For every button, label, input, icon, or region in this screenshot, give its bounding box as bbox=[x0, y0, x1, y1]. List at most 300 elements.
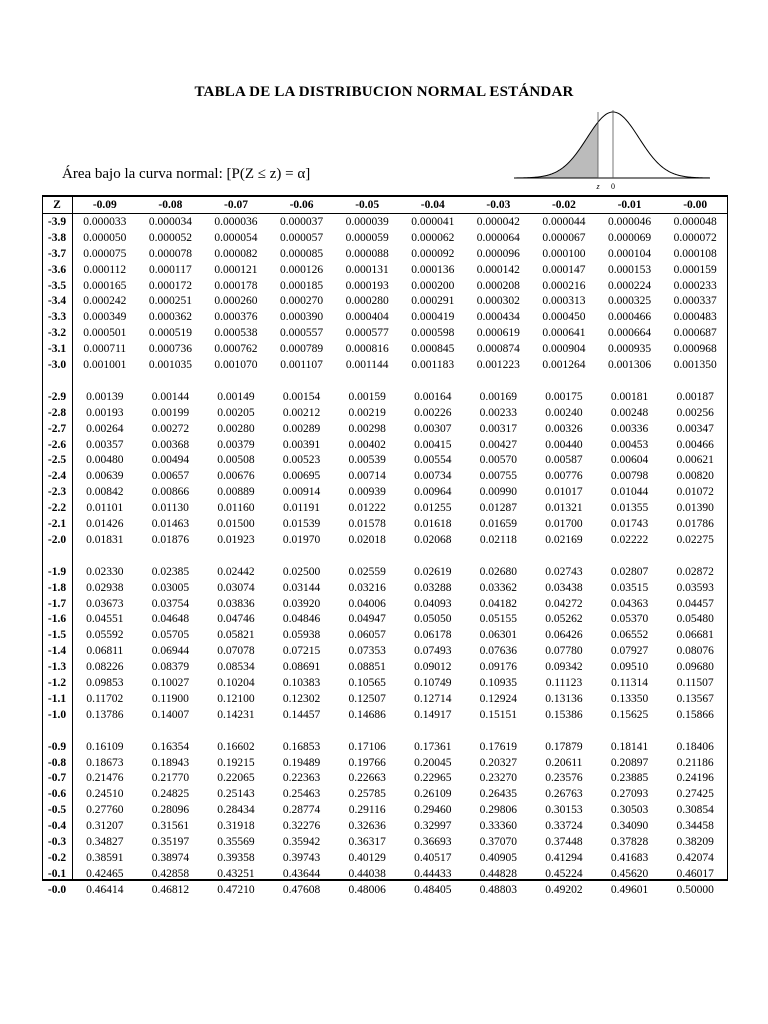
table-row bbox=[42, 755, 728, 771]
probability-cell: 0.44038 bbox=[348, 867, 386, 880]
probability-cell: 0.000233 bbox=[673, 279, 717, 292]
probability-cell: 0.00657 bbox=[151, 470, 190, 483]
probability-cell: 0.00212 bbox=[282, 406, 321, 419]
probability-cell: 0.00248 bbox=[610, 406, 649, 419]
probability-cell: 0.19489 bbox=[282, 756, 321, 769]
probability-cell: 0.00466 bbox=[676, 438, 714, 451]
probability-cell: 0.000736 bbox=[148, 343, 192, 356]
probability-cell: 0.01876 bbox=[151, 533, 190, 546]
probability-cell: 0.01287 bbox=[479, 502, 518, 515]
probability-cell: 0.11507 bbox=[676, 676, 714, 689]
probability-cell: 0.11123 bbox=[545, 676, 583, 689]
table-row bbox=[42, 643, 728, 659]
probability-cell: 0.00714 bbox=[348, 470, 386, 483]
table-row bbox=[42, 468, 728, 484]
probability-cell: 0.000557 bbox=[280, 327, 324, 340]
probability-cell: 0.000337 bbox=[673, 295, 717, 308]
probability-cell: 0.02222 bbox=[610, 533, 649, 546]
probability-cell: 0.000216 bbox=[542, 279, 586, 292]
probability-cell: 0.19766 bbox=[348, 756, 386, 769]
probability-cell: 0.13350 bbox=[610, 692, 649, 705]
probability-cell: 0.31918 bbox=[217, 820, 255, 833]
zero-axis-label: 0 bbox=[611, 182, 615, 191]
probability-cell: 0.00604 bbox=[610, 454, 649, 467]
probability-cell: 0.04648 bbox=[151, 613, 190, 626]
probability-cell: 0.000935 bbox=[607, 343, 652, 356]
table-row bbox=[42, 389, 728, 405]
probability-cell: 0.23576 bbox=[545, 772, 583, 785]
z-value-cell: -1.1 bbox=[47, 692, 67, 705]
probability-cell: 0.29460 bbox=[414, 804, 452, 817]
probability-cell: 0.000036 bbox=[214, 215, 258, 228]
probability-cell: 0.000224 bbox=[607, 279, 652, 292]
probability-cell: 0.05821 bbox=[217, 629, 255, 642]
z-value-cell: -3.8 bbox=[47, 231, 67, 244]
probability-cell: 0.000121 bbox=[214, 263, 258, 276]
probability-cell: 0.02680 bbox=[479, 565, 518, 578]
probability-cell: 0.01044 bbox=[610, 486, 649, 499]
probability-cell: 0.00440 bbox=[545, 438, 583, 451]
probability-cell: 0.00219 bbox=[348, 406, 386, 419]
probability-cell: 0.00347 bbox=[676, 422, 714, 435]
probability-cell: 0.000108 bbox=[673, 247, 717, 260]
probability-cell: 0.000816 bbox=[345, 343, 389, 356]
probability-cell: 0.01923 bbox=[217, 533, 255, 546]
probability-cell: 0.00939 bbox=[348, 486, 386, 499]
probability-cell: 0.00621 bbox=[676, 454, 714, 467]
probability-cell: 0.26763 bbox=[545, 788, 583, 801]
probability-cell: 0.02807 bbox=[610, 565, 649, 578]
probability-cell: 0.06426 bbox=[545, 629, 583, 642]
probability-cell: 0.000092 bbox=[411, 247, 455, 260]
probability-cell: 0.40905 bbox=[479, 851, 518, 864]
probability-cell: 0.22363 bbox=[282, 772, 321, 785]
probability-cell: 0.16602 bbox=[217, 740, 255, 753]
table-row bbox=[42, 564, 728, 580]
probability-cell: 0.00187 bbox=[676, 390, 714, 403]
probability-cell: 0.000052 bbox=[148, 231, 192, 244]
probability-cell: 0.17361 bbox=[414, 740, 452, 753]
probability-cell: 0.000054 bbox=[214, 231, 258, 244]
probability-cell: 0.07493 bbox=[414, 645, 452, 658]
probability-cell: 0.23270 bbox=[479, 772, 518, 785]
probability-cell: 0.28434 bbox=[217, 804, 255, 817]
probability-cell: 0.09853 bbox=[86, 676, 124, 689]
probability-cell: 0.00570 bbox=[479, 454, 518, 467]
probability-cell: 0.09510 bbox=[610, 661, 649, 674]
header-col: -0.05 bbox=[334, 196, 400, 214]
probability-cell: 0.02068 bbox=[414, 533, 452, 546]
probability-cell: 0.05370 bbox=[610, 613, 649, 626]
subtitle-formula: [P(Z ≤ z) = α] bbox=[226, 166, 311, 182]
probability-cell: 0.000687 bbox=[673, 327, 717, 340]
probability-cell: 0.05705 bbox=[151, 629, 190, 642]
probability-cell: 0.08226 bbox=[86, 661, 124, 674]
probability-cell: 0.25143 bbox=[217, 788, 255, 801]
probability-cell: 0.03005 bbox=[151, 581, 190, 594]
probability-cell: 0.00154 bbox=[282, 390, 321, 403]
probability-cell: 0.11900 bbox=[151, 692, 189, 705]
subtitle-label: Área bajo la curva normal: bbox=[62, 166, 223, 182]
probability-cell: 0.00866 bbox=[151, 486, 190, 499]
table-row bbox=[42, 341, 728, 357]
probability-cell: 0.02275 bbox=[676, 533, 714, 546]
probability-cell: 0.46414 bbox=[86, 883, 124, 896]
probability-cell: 0.01463 bbox=[151, 517, 190, 530]
table-row bbox=[42, 786, 728, 802]
table-row bbox=[42, 516, 728, 532]
probability-cell: 0.04093 bbox=[414, 597, 452, 610]
probability-cell: 0.10204 bbox=[217, 676, 255, 689]
probability-cell: 0.00480 bbox=[86, 454, 124, 467]
probability-cell: 0.37070 bbox=[479, 836, 518, 848]
probability-cell: 0.11314 bbox=[611, 676, 649, 689]
spacer-cell bbox=[42, 373, 728, 389]
z-value-cell: -1.6 bbox=[47, 613, 67, 626]
probability-cell: 0.43251 bbox=[217, 867, 255, 880]
probability-cell: 0.00508 bbox=[217, 454, 255, 467]
probability-cell: 0.01222 bbox=[348, 502, 386, 515]
z-value-cell: -1.9 bbox=[47, 565, 67, 578]
probability-cell: 0.000598 bbox=[411, 327, 455, 340]
page-title: TABLA DE LA DISTRIBUCION NORMAL ESTÁNDAR bbox=[194, 84, 574, 100]
probability-cell: 0.000165 bbox=[83, 279, 127, 292]
shaded-area bbox=[514, 122, 598, 178]
probability-cell: 0.36317 bbox=[348, 836, 386, 848]
probability-cell: 0.47608 bbox=[282, 883, 321, 896]
probability-cell: 0.000037 bbox=[280, 215, 324, 228]
probability-cell: 0.000291 bbox=[411, 295, 455, 308]
probability-cell: 0.00820 bbox=[676, 470, 714, 483]
probability-cell: 0.000112 bbox=[83, 263, 127, 276]
probability-cell: 0.01355 bbox=[610, 502, 649, 515]
table-row bbox=[42, 309, 728, 325]
probability-cell: 0.00307 bbox=[414, 422, 452, 435]
probability-cell: 0.01390 bbox=[676, 502, 714, 515]
probability-cell: 0.000104 bbox=[607, 247, 652, 260]
probability-cell: 0.000270 bbox=[280, 295, 324, 308]
probability-cell: 0.000325 bbox=[607, 295, 652, 308]
probability-cell: 0.00164 bbox=[414, 390, 452, 403]
probability-cell: 0.11702 bbox=[86, 692, 124, 705]
probability-cell: 0.000064 bbox=[476, 231, 520, 244]
probability-cell: 0.39358 bbox=[217, 851, 255, 864]
probability-cell: 0.03754 bbox=[151, 597, 190, 610]
probability-cell: 0.000280 bbox=[345, 295, 389, 308]
table-row bbox=[42, 596, 728, 612]
probability-cell: 0.03144 bbox=[282, 581, 321, 594]
probability-cell: 0.01659 bbox=[479, 517, 518, 530]
table-row bbox=[42, 818, 728, 834]
z-value-cell: -0.1 bbox=[47, 867, 67, 880]
subtitle bbox=[62, 166, 310, 183]
probability-cell: 0.01017 bbox=[545, 486, 583, 499]
table-row bbox=[42, 611, 728, 627]
probability-cell: 0.13136 bbox=[545, 692, 583, 705]
probability-cell: 0.00554 bbox=[414, 454, 452, 467]
probability-cell: 0.02442 bbox=[217, 565, 255, 578]
header-col: -0.07 bbox=[203, 196, 269, 214]
probability-cell: 0.000538 bbox=[214, 327, 258, 340]
probability-cell: 0.15625 bbox=[610, 708, 649, 721]
probability-cell: 0.000434 bbox=[476, 311, 520, 324]
probability-cell: 0.14457 bbox=[282, 708, 321, 721]
probability-cell: 0.07078 bbox=[217, 645, 255, 658]
probability-cell: 0.00842 bbox=[86, 486, 124, 499]
probability-cell: 0.000664 bbox=[607, 327, 652, 340]
probability-cell: 0.000044 bbox=[542, 215, 586, 228]
z-value-cell: -3.1 bbox=[47, 343, 67, 356]
z-value-cell: -3.5 bbox=[47, 279, 67, 292]
table-row bbox=[42, 293, 728, 309]
probability-cell: 0.000519 bbox=[148, 327, 192, 340]
probability-cell: 0.00368 bbox=[151, 438, 190, 451]
probability-cell: 0.001350 bbox=[673, 358, 717, 371]
table-row bbox=[42, 214, 728, 230]
probability-cell: 0.18141 bbox=[610, 740, 649, 753]
probability-cell: 0.40517 bbox=[414, 851, 452, 864]
probability-cell: 0.000619 bbox=[476, 327, 520, 340]
z-value-cell: -2.4 bbox=[47, 470, 67, 483]
probability-cell: 0.001107 bbox=[280, 358, 323, 371]
probability-cell: 0.10935 bbox=[479, 676, 518, 689]
probability-cell: 0.19215 bbox=[217, 756, 255, 769]
probability-cell: 0.17619 bbox=[479, 740, 518, 753]
probability-cell: 0.000178 bbox=[214, 279, 258, 292]
table-row bbox=[42, 532, 728, 548]
probability-cell: 0.00379 bbox=[217, 438, 255, 451]
probability-cell: 0.00317 bbox=[479, 422, 518, 435]
probability-cell: 0.001001 bbox=[83, 358, 127, 371]
probability-cell: 0.37828 bbox=[610, 836, 649, 848]
probability-cell: 0.00144 bbox=[151, 390, 190, 403]
probability-cell: 0.41683 bbox=[610, 851, 649, 864]
group-spacer bbox=[42, 373, 728, 389]
probability-cell: 0.27425 bbox=[676, 788, 714, 801]
probability-cell: 0.34827 bbox=[86, 836, 124, 848]
probability-cell: 0.000419 bbox=[411, 311, 455, 324]
probability-cell: 0.000208 bbox=[476, 279, 520, 292]
probability-cell: 0.16109 bbox=[86, 740, 124, 753]
probability-cell: 0.000096 bbox=[476, 247, 520, 260]
probability-cell: 0.00734 bbox=[414, 470, 452, 483]
probability-cell: 0.00298 bbox=[348, 422, 386, 435]
probability-cell: 0.07353 bbox=[348, 645, 386, 658]
probability-cell: 0.000067 bbox=[542, 231, 586, 244]
z-value-cell: -2.1 bbox=[47, 517, 67, 530]
probability-cell: 0.14917 bbox=[414, 708, 452, 721]
probability-cell: 0.02938 bbox=[86, 581, 124, 594]
probability-cell: 0.04746 bbox=[217, 613, 255, 626]
spacer-cell bbox=[42, 548, 728, 564]
probability-cell: 0.00289 bbox=[282, 422, 321, 435]
table-row bbox=[42, 850, 728, 866]
probability-cell: 0.04182 bbox=[479, 597, 518, 610]
probability-cell: 0.00326 bbox=[545, 422, 583, 435]
probability-cell: 0.08076 bbox=[676, 645, 714, 658]
probability-cell: 0.00676 bbox=[217, 470, 255, 483]
header-row bbox=[42, 196, 728, 214]
probability-cell: 0.50000 bbox=[676, 883, 714, 896]
probability-cell: 0.00453 bbox=[610, 438, 649, 451]
probability-cell: 0.00914 bbox=[282, 486, 321, 499]
probability-cell: 0.000085 bbox=[280, 247, 324, 260]
probability-cell: 0.000131 bbox=[345, 263, 389, 276]
table-row bbox=[42, 691, 728, 707]
probability-cell: 0.24196 bbox=[676, 772, 714, 785]
probability-cell: 0.09012 bbox=[414, 661, 452, 674]
probability-cell: 0.00159 bbox=[348, 390, 386, 403]
probability-cell: 0.03288 bbox=[414, 581, 452, 594]
probability-cell: 0.18406 bbox=[676, 740, 714, 753]
header-col: -0.06 bbox=[269, 196, 335, 214]
probability-cell: 0.000046 bbox=[607, 215, 652, 228]
probability-cell: 0.31561 bbox=[151, 820, 190, 833]
probability-cell: 0.48803 bbox=[479, 883, 518, 896]
probability-cell: 0.08379 bbox=[151, 661, 190, 674]
probability-cell: 0.04551 bbox=[86, 613, 124, 626]
probability-cell: 0.22663 bbox=[348, 772, 386, 785]
table-row bbox=[42, 866, 728, 882]
probability-cell: 0.10027 bbox=[151, 676, 190, 689]
probability-cell: 0.27093 bbox=[610, 788, 649, 801]
z-value-cell: -2.3 bbox=[47, 486, 67, 499]
probability-cell: 0.001306 bbox=[607, 358, 652, 371]
probability-cell: 0.03920 bbox=[282, 597, 321, 610]
probability-cell: 0.000126 bbox=[280, 263, 324, 276]
probability-cell: 0.28096 bbox=[151, 804, 190, 817]
probability-cell: 0.03515 bbox=[610, 581, 649, 594]
probability-cell: 0.28774 bbox=[282, 804, 321, 817]
probability-cell: 0.00181 bbox=[610, 390, 649, 403]
probability-cell: 0.000185 bbox=[280, 279, 324, 292]
probability-cell: 0.000349 bbox=[83, 311, 127, 324]
probability-cell: 0.06811 bbox=[86, 645, 124, 658]
probability-cell: 0.000260 bbox=[214, 295, 258, 308]
probability-cell: 0.00193 bbox=[86, 406, 124, 419]
probability-cell: 0.000048 bbox=[673, 215, 717, 228]
probability-cell: 0.22965 bbox=[414, 772, 452, 785]
z-value-cell: -2.5 bbox=[47, 454, 67, 467]
probability-cell: 0.01255 bbox=[414, 502, 452, 515]
z-value-cell: -0.7 bbox=[47, 772, 67, 785]
probability-cell: 0.00169 bbox=[479, 390, 518, 403]
table-row bbox=[42, 580, 728, 596]
probability-cell: 0.34090 bbox=[610, 820, 649, 833]
probability-cell: 0.22065 bbox=[217, 772, 255, 785]
probability-cell: 0.02169 bbox=[545, 533, 583, 546]
probability-cell: 0.26109 bbox=[414, 788, 452, 801]
header-col: -0.00 bbox=[662, 196, 728, 214]
probability-cell: 0.00639 bbox=[86, 470, 124, 483]
z-value-cell: -2.7 bbox=[47, 422, 67, 435]
probability-cell: 0.03362 bbox=[479, 581, 518, 594]
probability-cell: 0.00990 bbox=[479, 486, 518, 499]
probability-cell: 0.02018 bbox=[348, 533, 386, 546]
probability-cell: 0.00240 bbox=[545, 406, 583, 419]
header-col: -0.01 bbox=[597, 196, 663, 214]
table-row bbox=[42, 278, 728, 294]
normal-distribution-table bbox=[42, 195, 728, 898]
z-value-cell: -0.2 bbox=[47, 851, 67, 864]
probability-cell: 0.49601 bbox=[610, 883, 649, 896]
probability-cell: 0.001264 bbox=[542, 358, 586, 371]
probability-cell: 0.06552 bbox=[610, 629, 649, 642]
probability-cell: 0.14007 bbox=[151, 708, 190, 721]
probability-cell: 0.00149 bbox=[217, 390, 255, 403]
probability-cell: 0.18943 bbox=[151, 756, 190, 769]
probability-cell: 0.10749 bbox=[414, 676, 452, 689]
z-value-cell: -2.8 bbox=[47, 406, 67, 419]
z-value-cell: -3.7 bbox=[47, 247, 67, 260]
probability-cell: 0.01321 bbox=[545, 502, 583, 515]
probability-cell: 0.000390 bbox=[280, 311, 324, 324]
probability-cell: 0.01191 bbox=[283, 502, 321, 515]
probability-cell: 0.47210 bbox=[217, 883, 255, 896]
probability-cell: 0.000313 bbox=[542, 295, 586, 308]
probability-cell: 0.00494 bbox=[151, 454, 190, 467]
probability-cell: 0.04846 bbox=[282, 613, 321, 626]
group-spacer bbox=[42, 723, 728, 739]
probability-cell: 0.000501 bbox=[83, 327, 127, 340]
probability-cell: 0.00523 bbox=[282, 454, 321, 467]
probability-cell: 0.000404 bbox=[345, 311, 389, 324]
probability-cell: 0.20045 bbox=[414, 756, 452, 769]
probability-cell: 0.000034 bbox=[148, 215, 192, 228]
probability-cell: 0.05155 bbox=[479, 613, 518, 626]
probability-cell: 0.000069 bbox=[607, 231, 652, 244]
probability-cell: 0.00256 bbox=[676, 406, 714, 419]
probability-cell: 0.38209 bbox=[676, 836, 714, 848]
table-row bbox=[42, 246, 728, 262]
probability-cell: 0.04363 bbox=[610, 597, 649, 610]
probability-cell: 0.00280 bbox=[217, 422, 255, 435]
probability-cell: 0.000200 bbox=[411, 279, 455, 292]
probability-cell: 0.12924 bbox=[479, 692, 518, 705]
probability-cell: 0.000193 bbox=[345, 279, 389, 292]
probability-cell: 0.02385 bbox=[151, 565, 190, 578]
table-row bbox=[42, 834, 728, 850]
probability-cell: 0.35197 bbox=[151, 836, 190, 848]
probability-cell: 0.06301 bbox=[479, 629, 518, 642]
probability-cell: 0.30153 bbox=[545, 804, 583, 817]
z-value-cell: -0.8 bbox=[47, 756, 67, 769]
probability-cell: 0.000100 bbox=[542, 247, 586, 260]
probability-cell: 0.25785 bbox=[348, 788, 386, 801]
probability-cell: 0.00336 bbox=[610, 422, 649, 435]
probability-cell: 0.000968 bbox=[673, 343, 717, 356]
table-row bbox=[42, 325, 728, 341]
probability-cell: 0.20897 bbox=[610, 756, 649, 769]
header-col: -0.02 bbox=[531, 196, 597, 214]
probability-cell: 0.00587 bbox=[545, 454, 583, 467]
probability-cell: 0.000078 bbox=[148, 247, 192, 260]
probability-cell: 0.49202 bbox=[545, 883, 583, 896]
probability-cell: 0.01831 bbox=[86, 533, 124, 546]
probability-cell: 0.37448 bbox=[545, 836, 583, 848]
z-value-cell: -3.9 bbox=[47, 215, 67, 228]
probability-cell: 0.09342 bbox=[545, 661, 583, 674]
z-value-cell: -0.4 bbox=[47, 820, 67, 833]
probability-cell: 0.07636 bbox=[479, 645, 518, 658]
z-value-cell: -1.4 bbox=[47, 645, 67, 658]
probability-cell: 0.15866 bbox=[676, 708, 714, 721]
table-row bbox=[42, 484, 728, 500]
probability-cell: 0.02619 bbox=[414, 565, 452, 578]
probability-cell: 0.10383 bbox=[282, 676, 321, 689]
probability-cell: 0.000577 bbox=[345, 327, 389, 340]
probability-cell: 0.00357 bbox=[86, 438, 124, 451]
